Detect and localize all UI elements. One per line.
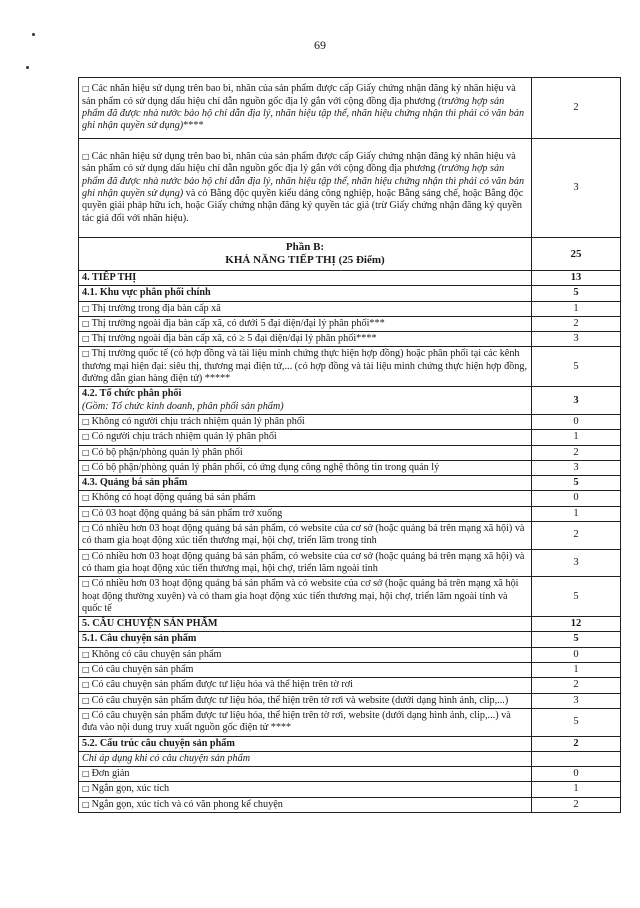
checkbox-icon: □ (82, 784, 90, 794)
score-cell: 1 (532, 430, 621, 445)
score-cell: 2 (532, 736, 621, 751)
checkbox-icon: □ (82, 84, 90, 94)
table-row: □ Ngắn gọn, xúc tích 1 (79, 782, 621, 797)
table-row: □ Có người chịu trách nhiệm quản lý phân phối 1 (79, 430, 621, 445)
checkbox-icon: □ (82, 493, 90, 503)
checkbox-icon: □ (82, 524, 90, 534)
checkbox-icon: □ (82, 318, 90, 328)
table-row: □ Có 03 hoạt động quảng bá sản phẩm trở xuống 1 (79, 506, 621, 521)
score-cell: 0 (532, 491, 621, 506)
checkbox-icon: □ (82, 649, 90, 659)
table-row: □ Không có người chịu trách nhiệm quản lý phân phối 0 (79, 414, 621, 429)
score-cell: 1 (532, 663, 621, 678)
table-row: □ Các nhãn hiệu sử dụng trên bao bì, nhãn của sản phẩm được cấp Giấy chứng nhận đăng ký nhãn hiệu và sản phẩm có sử dụng dấu hiệu chỉ dẫn nguồn gốc địa lý gắn với cộng đồng địa phương (trường hợp sản phẩm đã được nhà nước bảo hộ chỉ dẫn địa lý, nhãn hiệu tập thể, nhãn hiệu chứng nhận thì phải có văn bản ghi nhận quyền sử dụng) và có Bằng độc quyền kiểu dáng công nghiệp, hoặc Bằng sáng chế, hoặc Bằng độc quyền giải pháp hữu ích, hoặc Giấy chứng nhận đăng ký quyền tác giả (trừ Giấy chứng nhận đăng ký quyền tác giả đối với nhãn hiệu). 3 (79, 139, 621, 238)
scan-mark-top (32, 33, 35, 36)
checkbox-icon: □ (82, 799, 90, 809)
score-cell: 5 (532, 708, 621, 736)
table-row: □ Không có hoạt động quảng bá sản phẩm 0 (79, 491, 621, 506)
checkbox-icon: □ (82, 579, 90, 589)
score-cell: 5 (532, 577, 621, 617)
table-row: □ Có nhiều hơn 03 hoạt động quảng bá sản phẩm, có website của cơ sở (hoặc quảng bá trên mạng xã hội) và có tham gia hoạt động xúc tiến thương mại, hội chợ, triển lãm ngoài tỉnh 3 (79, 549, 621, 577)
score-cell: 2 (532, 316, 621, 331)
checkbox-icon: □ (82, 462, 90, 472)
table-row: □ Có bộ phận/phòng quản lý phân phối 2 (79, 445, 621, 460)
page-number: 69 (314, 38, 326, 52)
part-b-title: KHẢ NĂNG TIẾP THỊ (25 Điểm) (225, 254, 385, 266)
score-cell: 12 (532, 617, 621, 632)
score-cell: 5 (532, 347, 621, 387)
score-cell: 0 (532, 767, 621, 782)
score-cell: 3 (532, 387, 621, 415)
part-b-label: Phần B: (285, 241, 325, 253)
checkbox-icon: □ (82, 769, 90, 779)
score-cell: 13 (532, 271, 621, 286)
table-row: □ Đơn giản 0 (79, 767, 621, 782)
applicability-note: Chỉ áp dụng khi có câu chuyện sản phẩm (79, 751, 532, 766)
table-row: □ Có câu chuyện sản phẩm 1 (79, 663, 621, 678)
score-cell: 3 (532, 460, 621, 475)
score-cell: 5 (532, 632, 621, 647)
score-cell: 1 (532, 506, 621, 521)
checkbox-icon: □ (82, 695, 90, 705)
checkbox-icon: □ (82, 680, 90, 690)
score-cell: 3 (532, 549, 621, 577)
score-cell: 1 (532, 301, 621, 316)
checkbox-icon: □ (82, 152, 90, 162)
table-row (79, 751, 621, 766)
table-row: □ Thị trường ngoài địa bàn cấp xã, có ≥ 5 đại diện/đại lý phân phối**** 3 (79, 332, 621, 347)
table-row: □ Thị trường quốc tế (có hợp đồng và tài liệu minh chứng thực hiện hợp đồng) hoặc phân phối tại các kênh thương mại hiện đại: siêu thị, thương mại điện tử,... (có hợp đồng và tài liệu minh chứng thực hiện hợp đồng, đường dẫn gian hàng điện tử) ***** 5 (79, 347, 621, 387)
scan-mark-left (26, 66, 29, 69)
checkbox-icon: □ (82, 416, 90, 426)
checkbox-icon: □ (82, 334, 90, 344)
part-b-header (79, 238, 621, 271)
table-row: □ Có câu chuyện sản phẩm được tư liệu hóa, thể hiện trên tờ rơi, website (dưới dạng hình ảnh, clip,...) và đưa vào nội dung truy xuất nguồn gốc điện tử **** 5 (79, 708, 621, 736)
subsection-header: 4.2. Tổ chức phân phối (Gồm: Tổ chức kinh doanh, phân phối sản phẩm) 3 (79, 387, 621, 415)
section-header: 5. CÂU CHUYỆN SẢN PHẨM 12 (79, 617, 621, 632)
table-row: □ Các nhãn hiệu sử dụng trên bao bì, nhãn của sản phẩm được cấp Giấy chứng nhận đăng ký nhãn hiệu và sản phẩm có sử dụng dấu hiệu chỉ dẫn nguồn gốc địa lý gắn với cộng đồng địa phương (trường hợp sản phẩm đã được nhà nước bảo hộ chỉ dẫn địa lý, nhãn hiệu tập thể, nhãn hiệu chứng nhận thì phải có văn bản ghi nhận quyền sử dụng)**** 2 (79, 78, 621, 139)
table-row: □ Ngắn gọn, xúc tích và có văn phong kể chuyện 2 (79, 797, 621, 812)
subsection-header: 5.2. Cấu trúc câu chuyện sản phẩm 2 (79, 736, 621, 751)
table-row: □ Có bộ phận/phòng quản lý phân phối, có ứng dụng công nghệ thông tin trong quản lý 3 (79, 460, 621, 475)
checkbox-icon: □ (82, 665, 90, 675)
score-cell: 2 (532, 445, 621, 460)
score-cell: 25 (532, 238, 621, 271)
score-cell: 2 (532, 797, 621, 812)
score-cell: 3 (532, 693, 621, 708)
table-row: □ Có câu chuyện sản phẩm được tư liệu hóa, thể hiện trên tờ rơi và website (dưới dạng hình ảnh, clip,...) 3 (79, 693, 621, 708)
score-cell: 0 (532, 647, 621, 662)
checkbox-icon: □ (82, 508, 90, 518)
score-cell: 3 (532, 139, 621, 238)
checkbox-icon: □ (82, 551, 90, 561)
section-header: 4. TIẾP THỊ 13 (79, 271, 621, 286)
table-row: □ Có câu chuyện sản phẩm được tư liệu hóa và thể hiện trên tờ rơi 2 (79, 678, 621, 693)
table-row: □ Thị trường ngoài địa bàn cấp xã, có dưới 5 đại diện/đại lý phân phối*** 2 (79, 316, 621, 331)
criteria-table (78, 77, 621, 813)
score-cell: 2 (532, 78, 621, 139)
table-row: □ Không có câu chuyện sản phẩm 0 (79, 647, 621, 662)
table-row: □ Thị trường trong địa bàn cấp xã 1 (79, 301, 621, 316)
score-cell: 0 (532, 414, 621, 429)
checkbox-icon: □ (82, 303, 90, 313)
checkbox-icon: □ (82, 710, 90, 720)
table-row: □ Có nhiều hơn 03 hoạt động quảng bá sản phẩm và có website của cơ sở (hoặc quảng bá trên mạng xã hội hoạt động thường xuyên) và có tham gia hoạt động xúc tiến thương mại, hội chợ, triển lãm ngoài tỉnh và quốc tế 5 (79, 577, 621, 617)
subsection-header: 5.1. Câu chuyện sản phẩm 5 (79, 632, 621, 647)
score-cell: 2 (532, 678, 621, 693)
subsection-header: 4.1. Khu vực phân phối chính 5 (79, 286, 621, 301)
subsection-note: (Gồm: Tổ chức kinh doanh, phân phối sản phẩm) (82, 400, 284, 412)
checkbox-icon: □ (82, 349, 90, 359)
score-cell: 2 (532, 522, 621, 550)
subsection-header: 4.3. Quảng bá sản phẩm 5 (79, 476, 621, 491)
score-cell: 3 (532, 332, 621, 347)
checkbox-icon: □ (82, 447, 90, 457)
checkbox-icon: □ (82, 432, 90, 442)
score-cell: 1 (532, 782, 621, 797)
score-cell: 5 (532, 286, 621, 301)
score-cell: 5 (532, 476, 621, 491)
table-row: □ Có nhiều hơn 03 hoạt động quảng bá sản phẩm, có website của cơ sở (hoặc quảng bá trên mạng xã hội) và có tham gia hoạt động xúc tiến thương mại, hội chợ, triển lãm trong tỉnh 2 (79, 522, 621, 550)
